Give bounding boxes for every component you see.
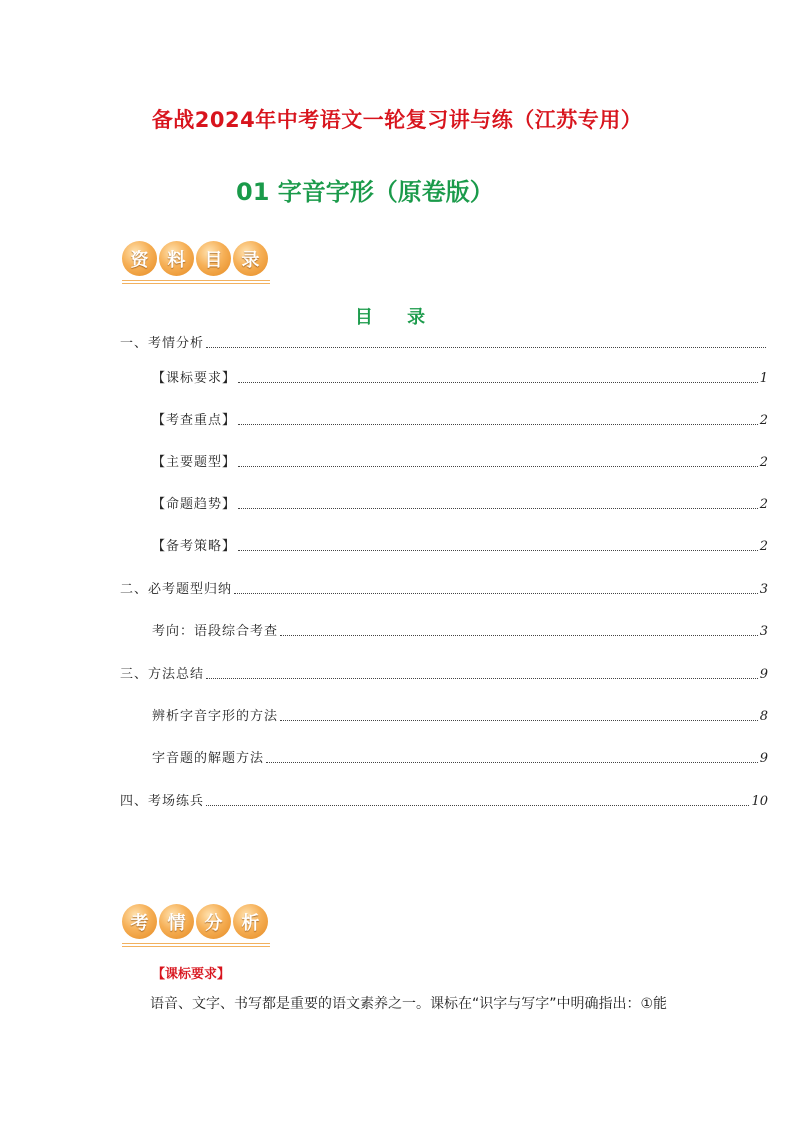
toc-dot-leader — [238, 424, 758, 425]
toc-entry-label: 三、方法总结 — [120, 667, 205, 682]
toc-dot-leader — [206, 805, 749, 806]
toc-dot-leader — [266, 762, 758, 763]
toc-entry-page: 2 — [759, 413, 768, 428]
analysis-banner-underline — [122, 943, 270, 949]
body-paragraph: 语音、文字、书写都是重要的语文素养之一。课标在“识字与写字”中明确指出：①能 — [150, 996, 668, 1012]
toc-heading: 目 录 — [354, 307, 440, 328]
catalog-banner-char: 目 — [196, 241, 231, 276]
toc-entry-label: 一、考情分析 — [120, 336, 205, 351]
toc-entry[interactable] — [152, 535, 768, 554]
toc-entry-page: 1 — [759, 371, 768, 386]
analysis-banner-char: 情 — [159, 904, 194, 939]
toc-dot-leader — [238, 508, 758, 509]
toc-entry-page: 2 — [759, 497, 768, 512]
toc-entry-label: 四、考场练兵 — [120, 794, 205, 809]
toc-entry-page: 3 — [759, 582, 768, 597]
toc-entry[interactable] — [152, 367, 768, 386]
analysis-banner-char: 析 — [233, 904, 268, 939]
catalog-banner-underline — [122, 280, 270, 286]
section-label: 【课标要求】 — [152, 967, 231, 982]
toc-entry-label: 二、必考题型归纳 — [120, 582, 233, 597]
toc-entry[interactable] — [120, 663, 768, 682]
toc-entry-label: 【主要题型】 — [152, 455, 237, 470]
toc-dot-leader — [206, 678, 758, 679]
analysis-banner-char: 考 — [122, 904, 157, 939]
toc-entry[interactable] — [152, 451, 768, 470]
toc-entry-label: 【考查重点】 — [152, 413, 237, 428]
toc-entry-label: 【备考策略】 — [152, 539, 237, 554]
toc-entry-page: 2 — [759, 455, 768, 470]
toc-entry-page: 9 — [759, 667, 768, 682]
analysis-banner-char: 分 — [196, 904, 231, 939]
analysis-banner — [122, 904, 268, 939]
toc-entry[interactable] — [152, 747, 768, 766]
toc-entry-label: 【课标要求】 — [152, 371, 237, 386]
toc-entry[interactable] — [120, 790, 768, 809]
document-title: 备战2024年中考语文一轮复习讲与练（江苏专用） — [151, 108, 643, 132]
toc-dot-leader — [280, 720, 758, 721]
toc-entry[interactable] — [120, 578, 768, 597]
toc-dot-leader — [206, 347, 766, 348]
toc-entry-page: 8 — [759, 709, 768, 724]
toc-entry[interactable] — [152, 620, 768, 639]
toc-entry[interactable] — [152, 409, 768, 428]
catalog-banner — [122, 241, 268, 276]
catalog-banner-char: 资 — [122, 241, 157, 276]
toc-dot-leader — [234, 593, 758, 594]
toc-dot-leader — [238, 466, 758, 467]
toc-entry-label: 字音题的解题方法 — [152, 751, 265, 766]
toc-entry[interactable] — [120, 332, 768, 351]
toc-entry[interactable] — [152, 705, 768, 724]
document-subtitle: 01 字音字形（原卷版） — [236, 178, 494, 206]
catalog-banner-char: 录 — [233, 241, 268, 276]
toc-entry-page: 9 — [759, 751, 768, 766]
toc-entry-label: 【命题趋势】 — [152, 497, 237, 512]
toc-entry-label: 考向：语段综合考查 — [152, 624, 279, 639]
toc-dot-leader — [238, 550, 758, 551]
toc-dot-leader — [280, 635, 758, 636]
toc-entry-page: 10 — [751, 794, 768, 809]
catalog-banner-char: 料 — [159, 241, 194, 276]
toc-entry-label: 辨析字音字形的方法 — [152, 709, 279, 724]
toc-entry[interactable] — [152, 493, 768, 512]
toc-entry-page: 3 — [759, 624, 768, 639]
toc-dot-leader — [238, 382, 758, 383]
toc-entry-page: 2 — [759, 539, 768, 554]
